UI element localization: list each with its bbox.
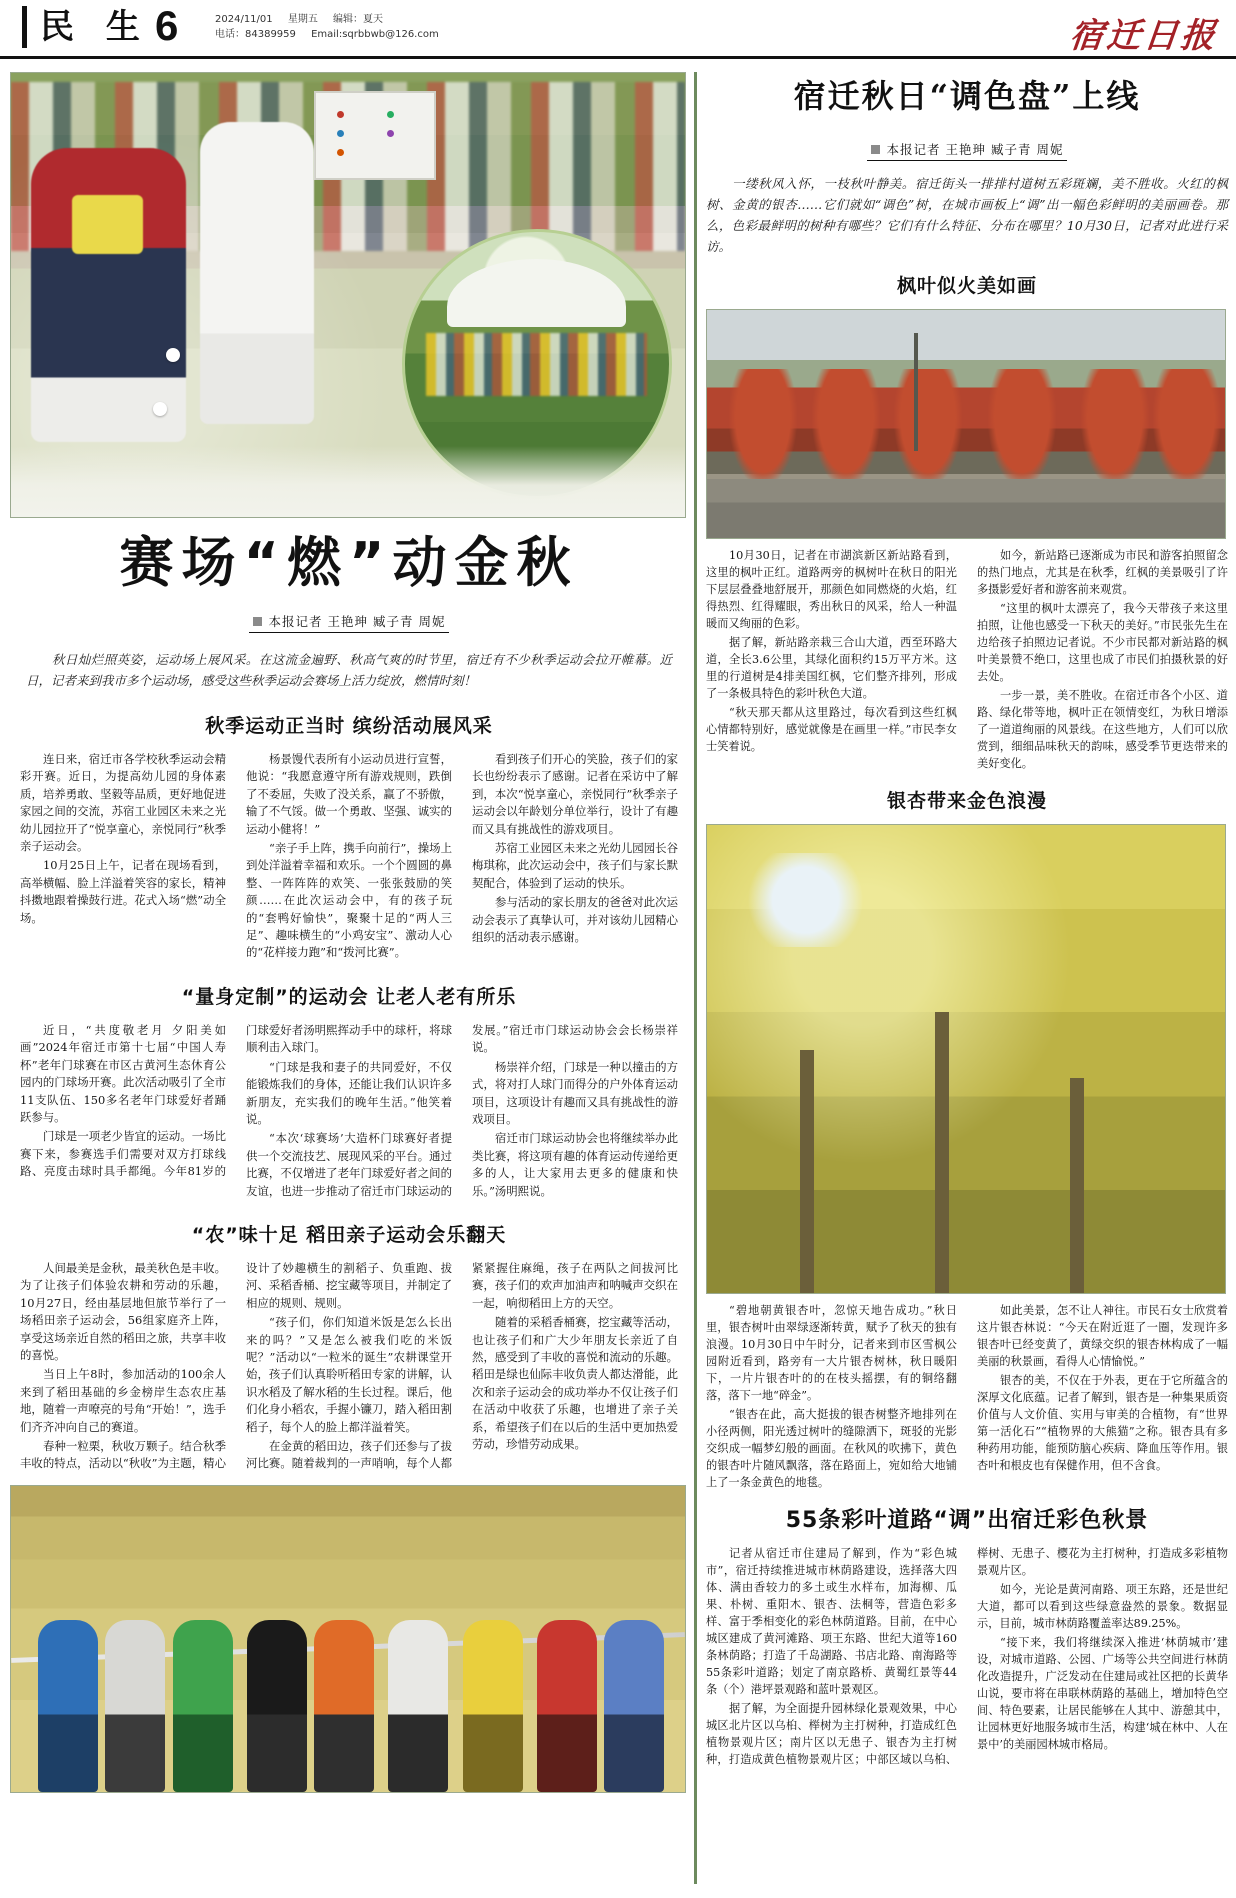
- photo-golf-ball: [153, 402, 167, 416]
- photo-maple-tree: [728, 369, 798, 488]
- section-2-body: [20, 1022, 678, 1200]
- photo-maple-tree: [811, 369, 881, 488]
- photo-child: [173, 1620, 233, 1791]
- paragraph: 如今，光论是黄河南路、项王东路，还是世纪大道，都可以看到这些绿意盎然的景象。数据显示，目前，城市林荫路覆盖率达89.25%。: [977, 1583, 1228, 1630]
- masthead: [0, 0, 1236, 58]
- scoreboard-dot: [337, 130, 344, 137]
- photo-tug-of-war: [10, 1485, 686, 1793]
- paragraph: “这里的枫叶太漂亮了，我今天带孩子来这里拍照，让他也感受一下秋天的美好。”市民张先生在边给孩子拍照边记者说。不少市民都对新站路的枫叶美景赞不绝口，这里也成了市民们拍摄秋景的好去处。: [977, 602, 1228, 683]
- right-section-roads-body: [706, 1545, 1228, 1768]
- photo-children-layer: [426, 333, 648, 396]
- right-byline-text: 本报记者 王艳珅 臧子青 周妮: [886, 142, 1064, 157]
- photo-maple-tree: [1152, 369, 1222, 488]
- right-subhead-ginkgo: 银杏带来金色浪漫: [886, 790, 1047, 812]
- subhead-1: 秋季运动正当时 缤纷活动展风采: [205, 715, 493, 737]
- scoreboard-dot: [337, 149, 344, 156]
- paragraph: 当日上午8时，参加活动的100余人来到了稻田基础的乡金榜岸生态农庄基地，随着一声嘹亮的号角“开始！”，选手们齐齐冲向自己的赛道。: [20, 1367, 226, 1434]
- photo-sky-patch: [738, 853, 873, 947]
- right-section-ginkgo-body: [706, 1302, 1228, 1491]
- email: Email:sqrbbwb@126.com: [311, 29, 439, 40]
- photo-maple-tree: [1080, 369, 1150, 488]
- paragraph: 人间最美是金秋，最美秋色是丰收。为了让孩子们体验农耕和劳动的乐趣，10月27日，经由基层地但旅节举行了一场稻田亲子运动会，56组家庭齐上阵，享受这场亲近自然的稻田之旅，共享丰收的喜悦。: [20, 1260, 226, 1362]
- paragraph: 银杏的美，不仅在于外表，更在于它所蕴含的深厚文化底蕴。记者了解到，银杏是一种集果质资价值与人文价值、实用与审美的合植物，有“世界第一活化石”“植物界的大熊猫”之称。银杏具有多种药用功能，能预防脑心疾病、降血压等作用。银杏叶和根皮也有保健作用，但不含食。: [977, 1374, 1228, 1472]
- photo-child: [537, 1620, 597, 1791]
- paragraph: 如今，新站路已逐渐成为市民和游客拍照留念的热门地点，尤其是在秋季，红枫的美景吸引了许多摄影爱好者和游客前来观赏。: [977, 549, 1228, 596]
- photo-child: [463, 1620, 523, 1791]
- photo-scoreboard: [314, 91, 435, 180]
- left-column: [10, 72, 688, 1884]
- paragraph: 10月30日，记者在市湖滨新区新站路看到，这里的枫叶正红。道路两旁的枫树叶在秋日的阳光下层层叠叠地舒展开，那颜色如同燃烧的火焰，红得热烈、红得耀眼，秀出秋日的风采，给人一种温暖而又绚丽的色彩。: [706, 549, 957, 630]
- paragraph: 杨崇祥介绍，门球是一种以撞击的方式，将对打人球门而得分的户外体育运动项目，这项设计有趣而又具有挑战性的游戏项目。: [472, 1059, 678, 1126]
- right-subhead-roads: 55条彩叶道路“调”出宿迁彩色秋景: [785, 1508, 1149, 1533]
- right-lede: 一缕秋风入怀，一枝秋叶静美。宿迁街头一排排村道树五彩斑斓，美不胜收。火红的枫树、金黄的银杏……它们就如“调色”树，在城市画板上“调”出一幅色彩鲜明的美丽画卷。那么，色彩最鲜明的树种有哪些？它们有什么特征、分布在哪里？10月30日，记者对此进行采访。: [706, 176, 1228, 254]
- paragraph: “接下来，我们将继续深入推进‘林荫城市’建设，对城市道路、公园、广场等公共空间进行林荫化改造提升，广泛发动在住建局或社区把的长黄华山说，要市将在串联林荫路的基础上，增加特色空间、特色要素，让居民能够在人其中、游憩其中，让园林更好地服务城市生活，构建‘城在林中、人在景中’的美丽园林城市格局。: [977, 1636, 1228, 1751]
- weekday: 星期五: [287, 14, 318, 25]
- masthead-meta: [215, 12, 451, 42]
- main-headline: 赛场“燃”动金秋: [119, 531, 579, 594]
- photo-tent: [447, 259, 627, 328]
- photo-tree-trunk: [800, 1050, 814, 1293]
- photo-child: [604, 1620, 664, 1791]
- paragraph: “秋天那天都从这里路过，每次看到这些红枫心情都特别好，感觉就像是在画里一样。”市民李女士笑着说。: [706, 706, 957, 753]
- paragraph: 如此美景，怎不让人神往。市民石女士欣赏着这片银杏林说：“今天在附近逛了一圈，发现许多银杏叶已经变黄了，黄绿交织的银杏林构成了一幅美丽的秋景画，看得人心情愉悦。”: [977, 1304, 1228, 1368]
- photo-golf-seniors: [10, 72, 686, 518]
- section-3-body: [20, 1260, 678, 1473]
- paragraph: 随着的采稻香桶赛，挖宝藏等活动，也让孩子们和广大少年朋友长亲近了自然，感受到了丰收的喜悦和流动的乐趣。稻田是绿也仙际丰收负责人都达滑能，此次和亲子运动会的成功举办不仅让孩子们在活动中收获了乐趣，也增进了亲子关系，希望孩子们在以后的生活中更加热爱劳动，珍惜劳动成果。: [472, 1315, 678, 1451]
- photo-maple-tree: [987, 369, 1057, 488]
- photo-fade-overlay: [11, 446, 685, 517]
- photo-player-white: [200, 122, 315, 424]
- main-lede: 秋日灿烂照英姿，运动场上展风采。在这流金遍野、秋高气爽的时节里，宿迁有不少秋季运动会拉开帷幕。近日，记者来到我市多个运动场，感受这些秋季运动会赛场上活力绽放，燃情时刻！: [26, 652, 672, 688]
- paragraph: “门球是我和妻子的共同爱好，不仅能锻炼我们的身体，还能让我们认识许多新朋友，充实我们的晚年生活。”他笑着说。: [246, 1059, 452, 1126]
- right-byline-wrap: [706, 124, 1228, 165]
- right-byline: [867, 140, 1068, 161]
- paragraph: 据了解，新站路亲栽三合山大道，西至环路大道，全长3.6公里，其绿化面积约15万平方米。这里的行道树是4排美国红枫，它们整齐排列，形成了一条极具特色的彩叶秋色大道。: [706, 636, 957, 700]
- right-headline: 宿迁秋日“调色盘”上线: [793, 77, 1141, 115]
- photo-traffic-pole: [914, 333, 918, 452]
- right-column: [706, 68, 1228, 1886]
- paragraph: 苏宿工业园区未来之光幼儿园园长谷梅琪称，此次运动会中，孩子们与家长默契配合，体验到了运动的快乐。: [472, 841, 678, 890]
- paper-logo: 宿迁日报: [1067, 16, 1220, 56]
- phone: 电话：84389959: [215, 29, 296, 40]
- subhead-3: “农”味十足 稻田亲子运动会乐翻天: [191, 1223, 507, 1246]
- paragraph: “银杏在此，高大挺拔的银杏树整齐地排列在小径两侧，阳光透过树叶的缝隙洒下，斑驳的光影交织成一幅梦幻般的画面。在秋风的吹拂下，黄色的银杏叶片随风飘落，落在路面上，宛如给大地铺上了一条金黄色的地毯。: [706, 1408, 957, 1489]
- scoreboard-dot: [387, 130, 394, 137]
- paragraph: 一步一景，美不胜收。在宿迁市各个小区、道路、绿化带等地，枫叶正在领情变红，为秋日增添了一道道绚丽的风景线。在这些地方，人们可以欣赏到，细细品味秋天的韵味，感受季节更迭带来的美好变化。: [977, 689, 1228, 770]
- paragraph: “孩子们，你们知道米饭是怎么长出来的吗？”又是怎么被我们吃的米饭呢？”活动以“一粒米的诞生”农耕课堂开始，孩子们认真聆听稻田专家的讲解，认识水稻及了解水稻的生长过程。课后，他们化身小稻农，手握小镰刀，踏入稻田割稻子，每个人的脸上都洋溢着笑。: [246, 1315, 452, 1434]
- column-divider: [694, 72, 697, 1884]
- photo-road: [707, 479, 1225, 538]
- paragraph: “本次‘球赛场’大造杯门球赛好者提供一个交流技艺、展现风采的平台。通过比赛，不仅增进了老年门球爱好者之间的友谊，也进一步推动了宿迁市门球运动的发展。”宿迁市门球运动协会会长杨崇祥说。: [246, 1022, 678, 1198]
- photo-tree-trunk: [1070, 1078, 1084, 1293]
- page-number: 6: [155, 2, 179, 49]
- section-title: 民 生: [40, 7, 150, 47]
- paragraph: “亲子手上阵，携手向前行”，操场上到处洋溢着幸福和欢乐。一个个圆圆的鼻整、一阵阵阵的欢笑、一张张鼓励的笑颜……在此次运动会中，有的孩子玩的“套鸭好愉快”，聚聚十足的“两人三足”、趣味横生的“小鸡安宝”、激动人心的“花样接力跑”和“拨河比赛”。: [246, 841, 452, 960]
- photo-player-red: [31, 148, 186, 441]
- paragraph: 看到孩子们开心的笑脸，孩子们的家长也纷纷表示了感谢。记者在采访中了解到，本次“悦享童心，亲悦同行”秋季亲子运动会以年龄划分单位举行，设计了有趣而又具有挑战性的游戏项目。: [472, 752, 678, 836]
- paragraph: 记者从宿迁市住建局了解到，作为“彩色城市”，宿迁持续推进城市林荫路建设，选择落大四体、满由香较力的多土或生水样布，加海柳、瓜果、朴树、重阳木、银杏、法桐等，营造色彩多样、富于季相变化的彩色林荫道路。目前，在中心城区建成了黄河滩路、项王东路、世纪大道等160条林荫路；打造了千岛湖路、书店北路、南海路等55条彩叶道路；划定了南京路桥、黄蜀红景等44条（个）港坪景观路和蓝叶景观区。: [706, 1547, 957, 1696]
- bullet-square-icon: [871, 145, 880, 154]
- paragraph: 据了解，为全面提升园林绿化景观效果，中心城区北片区以乌桕、榉树为主打树种，打造成红色植物景观片区；南片区以无患子、银杏为主打树种，打造成黄色植物景观片区；中部区域以乌桕、榉树、无患子、樱花为主打树种，打造成多彩植物景观片区。: [706, 1547, 1228, 1766]
- paragraph: 在金黄的稻田边，孩子们还参与了拔河比赛。随着裁判的一声哨响，每个人都紧紧握住麻绳，孩子在两队之间拔河比赛，孩子们的欢声加油声和呐喊声交织在一起，响彻稻田上方的天空。: [246, 1260, 678, 1471]
- right-section-maple-body: [706, 547, 1228, 772]
- paragraph: 杨景馒代表所有小运动员进行宣誓，他说：“我愿意遵守所有游戏规则，跌倒了不委屈，失败了没关系，赢了不骄傲，输了不气馁。做一个勇敢、坚强、诚实的运动小健将！”: [246, 752, 452, 836]
- photo-maple-tree: [893, 369, 963, 488]
- photo-maple-street: [706, 309, 1226, 539]
- paragraph: 门球是一项老少皆宜的运动。一场比赛下来，参赛选手们需要对双方打球线路、亮度击球时具手都绳。今年81岁的门球爱好者汤明熙挥动手中的球杆，将球顺利击入球门。: [20, 1022, 452, 1179]
- photo-tree-trunk: [935, 1012, 949, 1293]
- bullet-square-icon: [253, 617, 262, 626]
- photo-child: [314, 1620, 374, 1791]
- paragraph: “碧地朝黄银杏叶，忽惊天地告成功。”秋日里，银杏树叶由翠绿逐渐转黄，赋予了秋天的独有浪漫。10月30日中午时分，记者来到市区雪枫公园附近看到，路旁有一大片银杏树林，秋日暖阳下，一片片银杏叶的的在枝头摇摆，有的铜络翻落，落下一地“碎金”。: [706, 1304, 957, 1402]
- scoreboard-dot: [337, 111, 344, 118]
- editor: 编辑：夏天: [333, 14, 384, 25]
- photo-child: [388, 1620, 448, 1791]
- paragraph: 春种一粒栗，秋收万颗子。结合秋季丰收的特点，活动以“秋收”为主题，精心设计了妙趣横生的割稻子、负重跑、拔河、采稻香桶、挖宝藏等项目，并制定了相应的规则、规则。: [20, 1260, 452, 1471]
- publish-date: 2024/11/01: [215, 14, 273, 25]
- photo-ginkgo-trees: [706, 824, 1226, 1294]
- paragraph: 10月25日上午，记者在现场看到，高举横幅、脸上洋溢着笑容的家长，精神抖擞地跟着操鼓行进。花式入场“燃”动全场。: [20, 858, 226, 925]
- masthead-divider: [0, 56, 1236, 59]
- main-byline-wrap: [10, 596, 688, 637]
- paragraph: 近日，“共度敬老月 夕阳美如画”2024年宿迁市第十七届“中国人寿杯”老年门球赛在市区古黄河生态休育公园内的门球场开赛。此次活动吸引了全市11支队伍、150多名老年门球爱好者踊跃参与。: [20, 1022, 226, 1124]
- main-byline-text: 本报记者 王艳珅 臧子青 周妮: [268, 614, 446, 629]
- paragraph: 参与活动的家长朋友的爸爸对此次运动会表示了真挚认可，并对该幼儿园精心组织的活动表示感谢。: [472, 895, 678, 945]
- main-byline: [249, 612, 450, 633]
- right-subhead-maple: 枫叶似火美如画: [896, 275, 1037, 297]
- scoreboard-dot: [387, 111, 394, 118]
- photo-child: [38, 1620, 98, 1791]
- photo-child: [247, 1620, 307, 1791]
- masthead-rule-accent: [22, 6, 27, 48]
- paragraph: 宿迁市门球运动协会也将继续举办此类比赛，将这项有趣的体育运动传递给更多的人，让大家用去更多的健康和快乐。”汤明熙说。: [472, 1131, 678, 1198]
- paragraph: 连日来，宿迁市各学校秋季运动会精彩开赛。近日，为提高幼儿园的身体素质，培养勇敢、坚毅等品质，更好地促进家园之间的交流，苏宿工业园区未来之光幼儿园拉开了“悦享童心，亲悦同行”秋季亲子运动会。: [20, 752, 226, 854]
- photo-child: [105, 1620, 165, 1791]
- subhead-2: “量身定制”的运动会 让老人老有所乐: [181, 985, 517, 1008]
- section-1-body: [20, 751, 678, 962]
